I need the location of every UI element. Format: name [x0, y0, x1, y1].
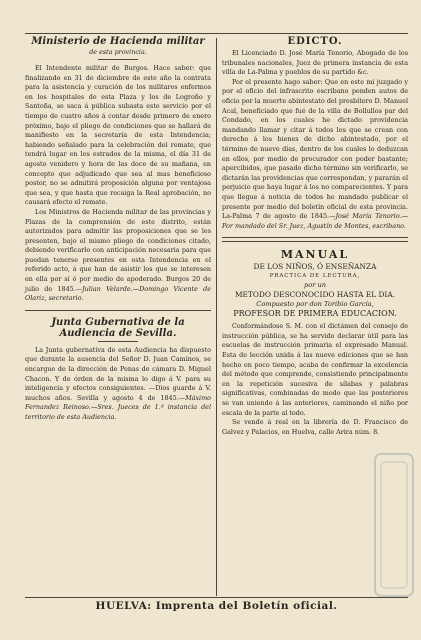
junta-body [25, 346, 211, 423]
manual-line-2: PRACTICA DE LECTURA, [269, 273, 361, 280]
top-rule [25, 33, 408, 34]
manual-body: Conformándose S. M. con el dictámen del consejo de instrucción pública, se ha servido declarar útil para las escuelas de instrucción primaria el expresado Manual. Esta de lección unida á las nueve ediciones que se han hecho en poco tiempo, acaba de confirmar la excelencia del método que comprende, consistiendo principalmente en la repetición sucesiva de sílabas y palabras significativas, combinadas de modo que las posteriores se van uniendo á las anteriores, caminando el niño por escala de la parte al todo. [222, 322, 408, 417]
edicto-body-text: Por el presente hago saber: Que en este mi juzgado y por el oficio del infrascrito escribano penden autos de oficio por la muerte abintestato del presbítero D. Manuel Acal, beneficiado que fué de la villa de Bollullos par del Condado, en los cuales he dictado providencia mandando llamar y citar á todos los que se crean con derecho á los bienes de dicho abintestado, por el término de nueve días, dentro de los cuales lo deduzcan en ellos, por medio de procurador con poder bastante; apercibidos, que pasado dicho término sin verificarlo, se dictarán las providencias que correspondan, y pararán el perjuicio que haya lugar á los no comparecientes. Y para que llegue á noticia de todos he mandado publicar el presente por medio del boletín oficial de esta provincia. La-Palma 7 de agosto de 1845.— [222, 77, 408, 221]
manual-profession: PROFESOR DE PRIMERA EDUCACION. [233, 309, 397, 319]
junta-rule [98, 341, 138, 342]
left-column [25, 36, 211, 423]
manual-author: Compuesto por don Toribio García, [256, 300, 374, 309]
manual-title: MANUAL [280, 248, 350, 262]
edicto-title: EDICTO. [287, 36, 343, 47]
junta-title: Junta Gubernativa de la Audiencia de Sevilla. [51, 316, 185, 339]
manual-line-1: DE LOS NIÑOS, Ó ENSEÑANZA [253, 262, 377, 272]
ministerio-subtitle: de esta provincia. [89, 48, 147, 56]
ministerio-signature: Julian Velarde.—Domingo Vicente de Olariz, secretario. [25, 284, 211, 303]
junta-signature: Máximo Fernandez Reinoso.—Sres. Jueces de 1.ª instancia del territorio de esta Audiencia. [25, 393, 211, 421]
manual-line-3: por un [304, 281, 326, 290]
bottom-rule [25, 597, 408, 598]
column-divider [216, 38, 217, 596]
right-column [222, 36, 408, 437]
manual-body-2: Se vende á real en la librería de D. Francisco de Galvez y Palacios, en Huelva, calle Arira núm. 8. [222, 418, 408, 436]
ministerio-body: El Intendente militar de Burgos. Hace saber: que finalizando en 31 de diciembre de este año la contrata para la asistencia y curación de los militares enfermos en los hospitales de esta Plaza y los de Logroño y Santoña, se saca á pública subasta este servicio por el tiempo de cuatro años á contar desde primero de enero próximo, bajo el pliego de condiciones que se hallará de manifiesto en la secretaría de esta Intendencia; habiendo señalado para la celebración del remate, que tendrá lugar en los estrados de la misma, el día 31 de agosto venidero y hora de las doce de su mañana, en concepto que adjudicado que sea al mas beneficioso postor, no se admitirá proposición alguna por ventajosa que sea, y que hasta que recaiga la Real aprobación, no causará efecto el remate. [25, 64, 211, 207]
imprint-footer: HUELVA: Imprenta del Boletín oficial. [95, 600, 338, 612]
edicto-signature: José María Tenorio.—Por mandado del Sr. Juez, Agustín de Montes, escribano. [222, 212, 408, 230]
archive-watermark-stamp [369, 450, 419, 600]
ministerio-body-2-text: Los Ministros de Hacienda militar de las provincias y Plazas de la comprensión de este distrito, están autorizados para admitir las proposiciones que se les presenten, bajo el mismo pliego de condiciones citado, debiendo verificarlo con anticipación necesaria para que puedan tenerse presentes en esta Intendencia en el referido acto, á que han de asistir los que se interesen en ella por sí ó por medio de apoderado. Burgos 20 de julio de 1845.— [25, 207, 211, 293]
left-block-separator [25, 310, 211, 311]
junta-body-text: La Junta gubernativa de esta Audiencia ha dispuesto que durante la ausencia del Señor D. Juan Caminos, se encargue de la dirección de Penas de cámara D. Miguel Chacon. Y de órden de la misma lo digo á V. para su inteligencia y efectos consiguientes. —Dios guarde á V. muchos años. Sevilla y agosto 4 de 1845.— [25, 345, 211, 402]
edicto-intro: El Licenciado D. José María Tenorio, Abogado de los tribunales nacionales, Juez de primera instancia de esta villa de La-Palma y pueblos de su partido &c. [222, 49, 408, 77]
manual-line-4: METODO DESCONOCIDO HASTA EL DIA. [234, 290, 396, 300]
edicto-body [222, 78, 408, 232]
ministerio-rule [98, 59, 138, 60]
ministerio-body-2 [25, 208, 211, 304]
ministerio-title: Ministerio de Hacienda militar [31, 36, 205, 47]
right-block-separator [222, 237, 408, 242]
